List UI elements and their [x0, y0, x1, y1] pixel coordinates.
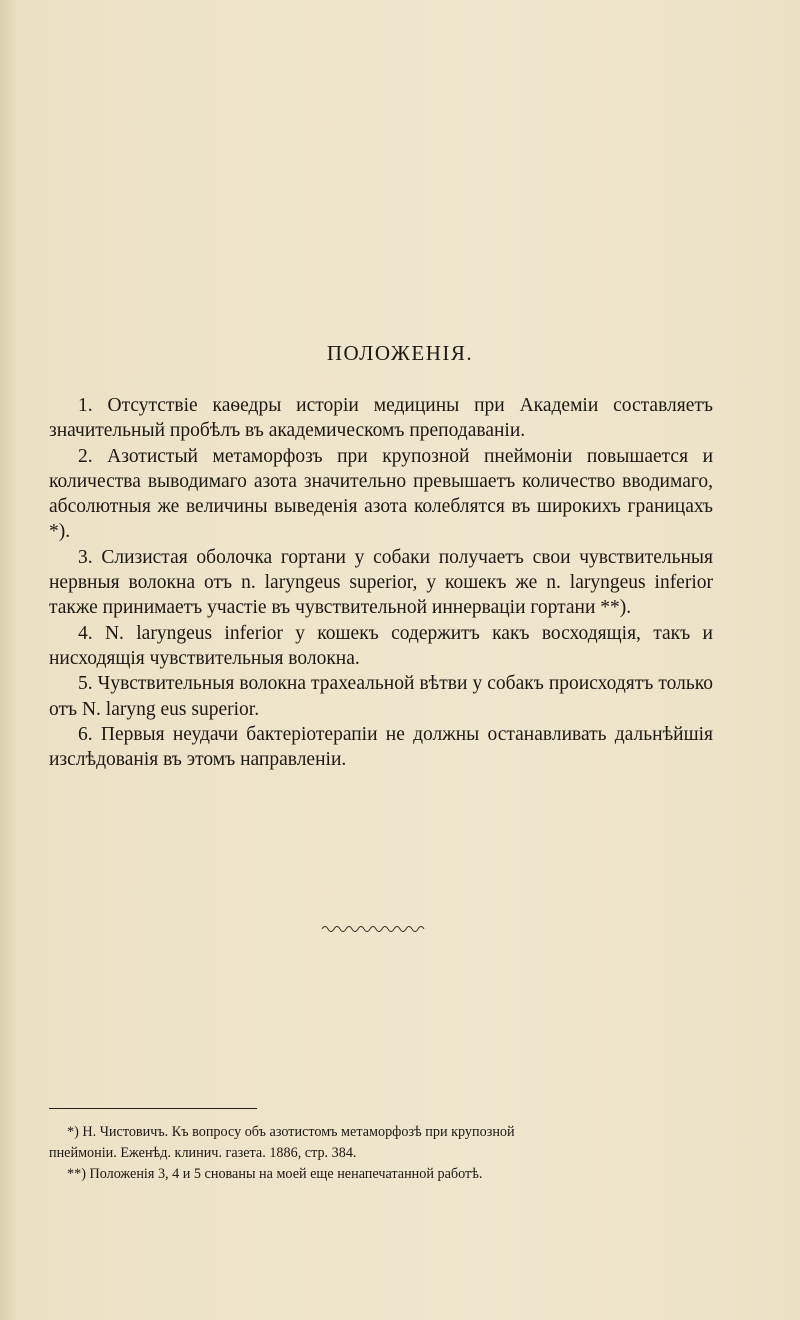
thesis-5: 5. Чувствительныя волокна трахеальной вѣтви у собакъ происходятъ только отъ N. laryng eus superior.	[49, 673, 713, 720]
thesis-1: 1. Отсутствіе каѳедры исторіи медицины при Академіи составляетъ значительный пробѣлъ въ академическомъ преподаваніи.	[49, 395, 713, 442]
thesis-3: 3. Слизистая оболочка гортани у собаки получаетъ свои чувствительныя нервныя волокна отъ n. laryngeus superior, у кошекъ же n. laryngeus inferior также принимаетъ участіе въ чувствительной иннерваціи гортани **).	[49, 546, 713, 619]
thesis-4: 4. N. laryngeus inferior у кошекъ содержитъ какъ восходящія, такъ и нисходящія чувствительныя волокна.	[49, 622, 713, 669]
page-title: ПОЛОЖЕНІЯ.	[326, 341, 474, 365]
footnotes	[49, 1122, 713, 1185]
thesis-2: 2. Азотистый метаморфозъ при крупозной пнеймоніи повышается и количества выводимаго азота значительно превышаетъ количество вводимаго, абсолютныя же величины выведенія азота колеблятся въ широкихъ границахъ *).	[49, 445, 713, 543]
footnote-2: **) Положенія 3, 4 и 5 снованы на моей еще ненапечатанной работѣ.	[67, 1166, 483, 1182]
footnote-1-line-2: пнеймоніи. Еженѣд. клинич. газета. 1886, стр. 384.	[49, 1145, 357, 1161]
theses-list	[49, 393, 713, 772]
wavy-ornament	[320, 922, 430, 934]
footnote-1-line-1: *) Н. Чистовичъ. Къ вопросу объ азотистомъ метаморфозѣ при крупозной	[67, 1124, 515, 1140]
footnote-divider	[49, 1108, 257, 1109]
thesis-6: 6. Первыя неудачи бактеріотерапіи не должны останавливать дальнѣйшія изслѣдованія въ этомъ направленіи.	[49, 723, 713, 771]
